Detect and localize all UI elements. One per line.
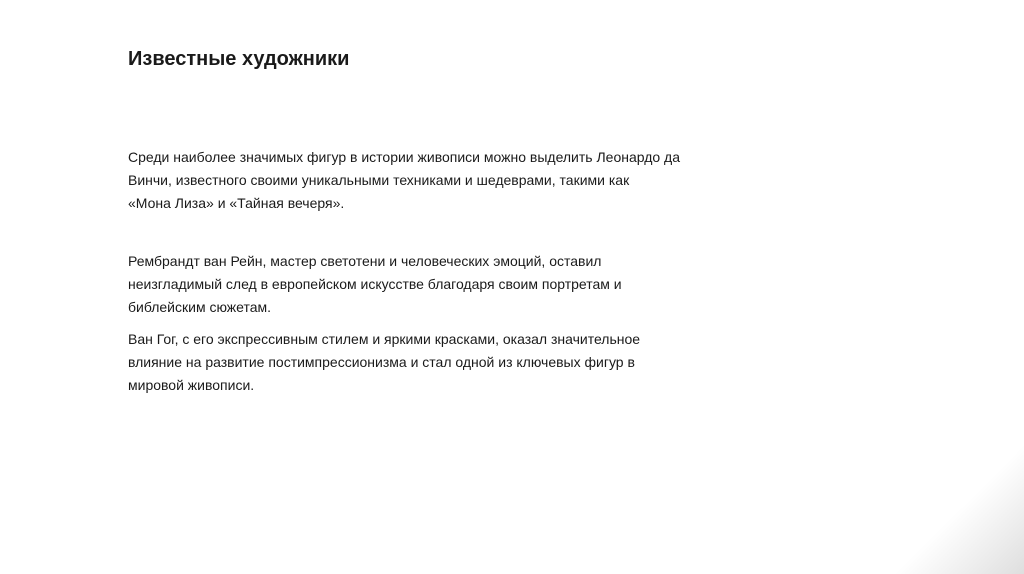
paragraph-line: Ван Гог, с его экспрессивным стилем и яркими красками, оказал значительное (128, 331, 641, 347)
page-curl-shadow (874, 434, 1024, 574)
paragraph-leonardo (128, 146, 680, 215)
slide-title: Известные художники (128, 48, 350, 70)
paragraph-line: Винчи, известного своими уникальными техниками и шедеврами, такими как (128, 172, 630, 188)
paragraph-van-gogh (128, 328, 640, 397)
paragraph-line: библейским сюжетам. (128, 299, 272, 315)
paragraph-line: Рембрандт ван Рейн, мастер светотени и человеческих эмоций, оставил (128, 253, 602, 269)
paragraph-line: «Мона Лиза» и «Тайная вечеря». (128, 195, 345, 211)
paragraph-rembrandt (128, 250, 622, 319)
paragraph-line: влияние на развитие постимпрессионизма и стал одной из ключевых фигур в (128, 354, 635, 370)
paragraph-line: неизгладимый след в европейском искусстве благодаря своим портретам и (128, 276, 622, 292)
paragraph-line: Среди наиболее значимых фигур в истории живописи можно выделить Леонардо да (128, 149, 681, 165)
paragraph-line: мировой живописи. (128, 377, 255, 393)
